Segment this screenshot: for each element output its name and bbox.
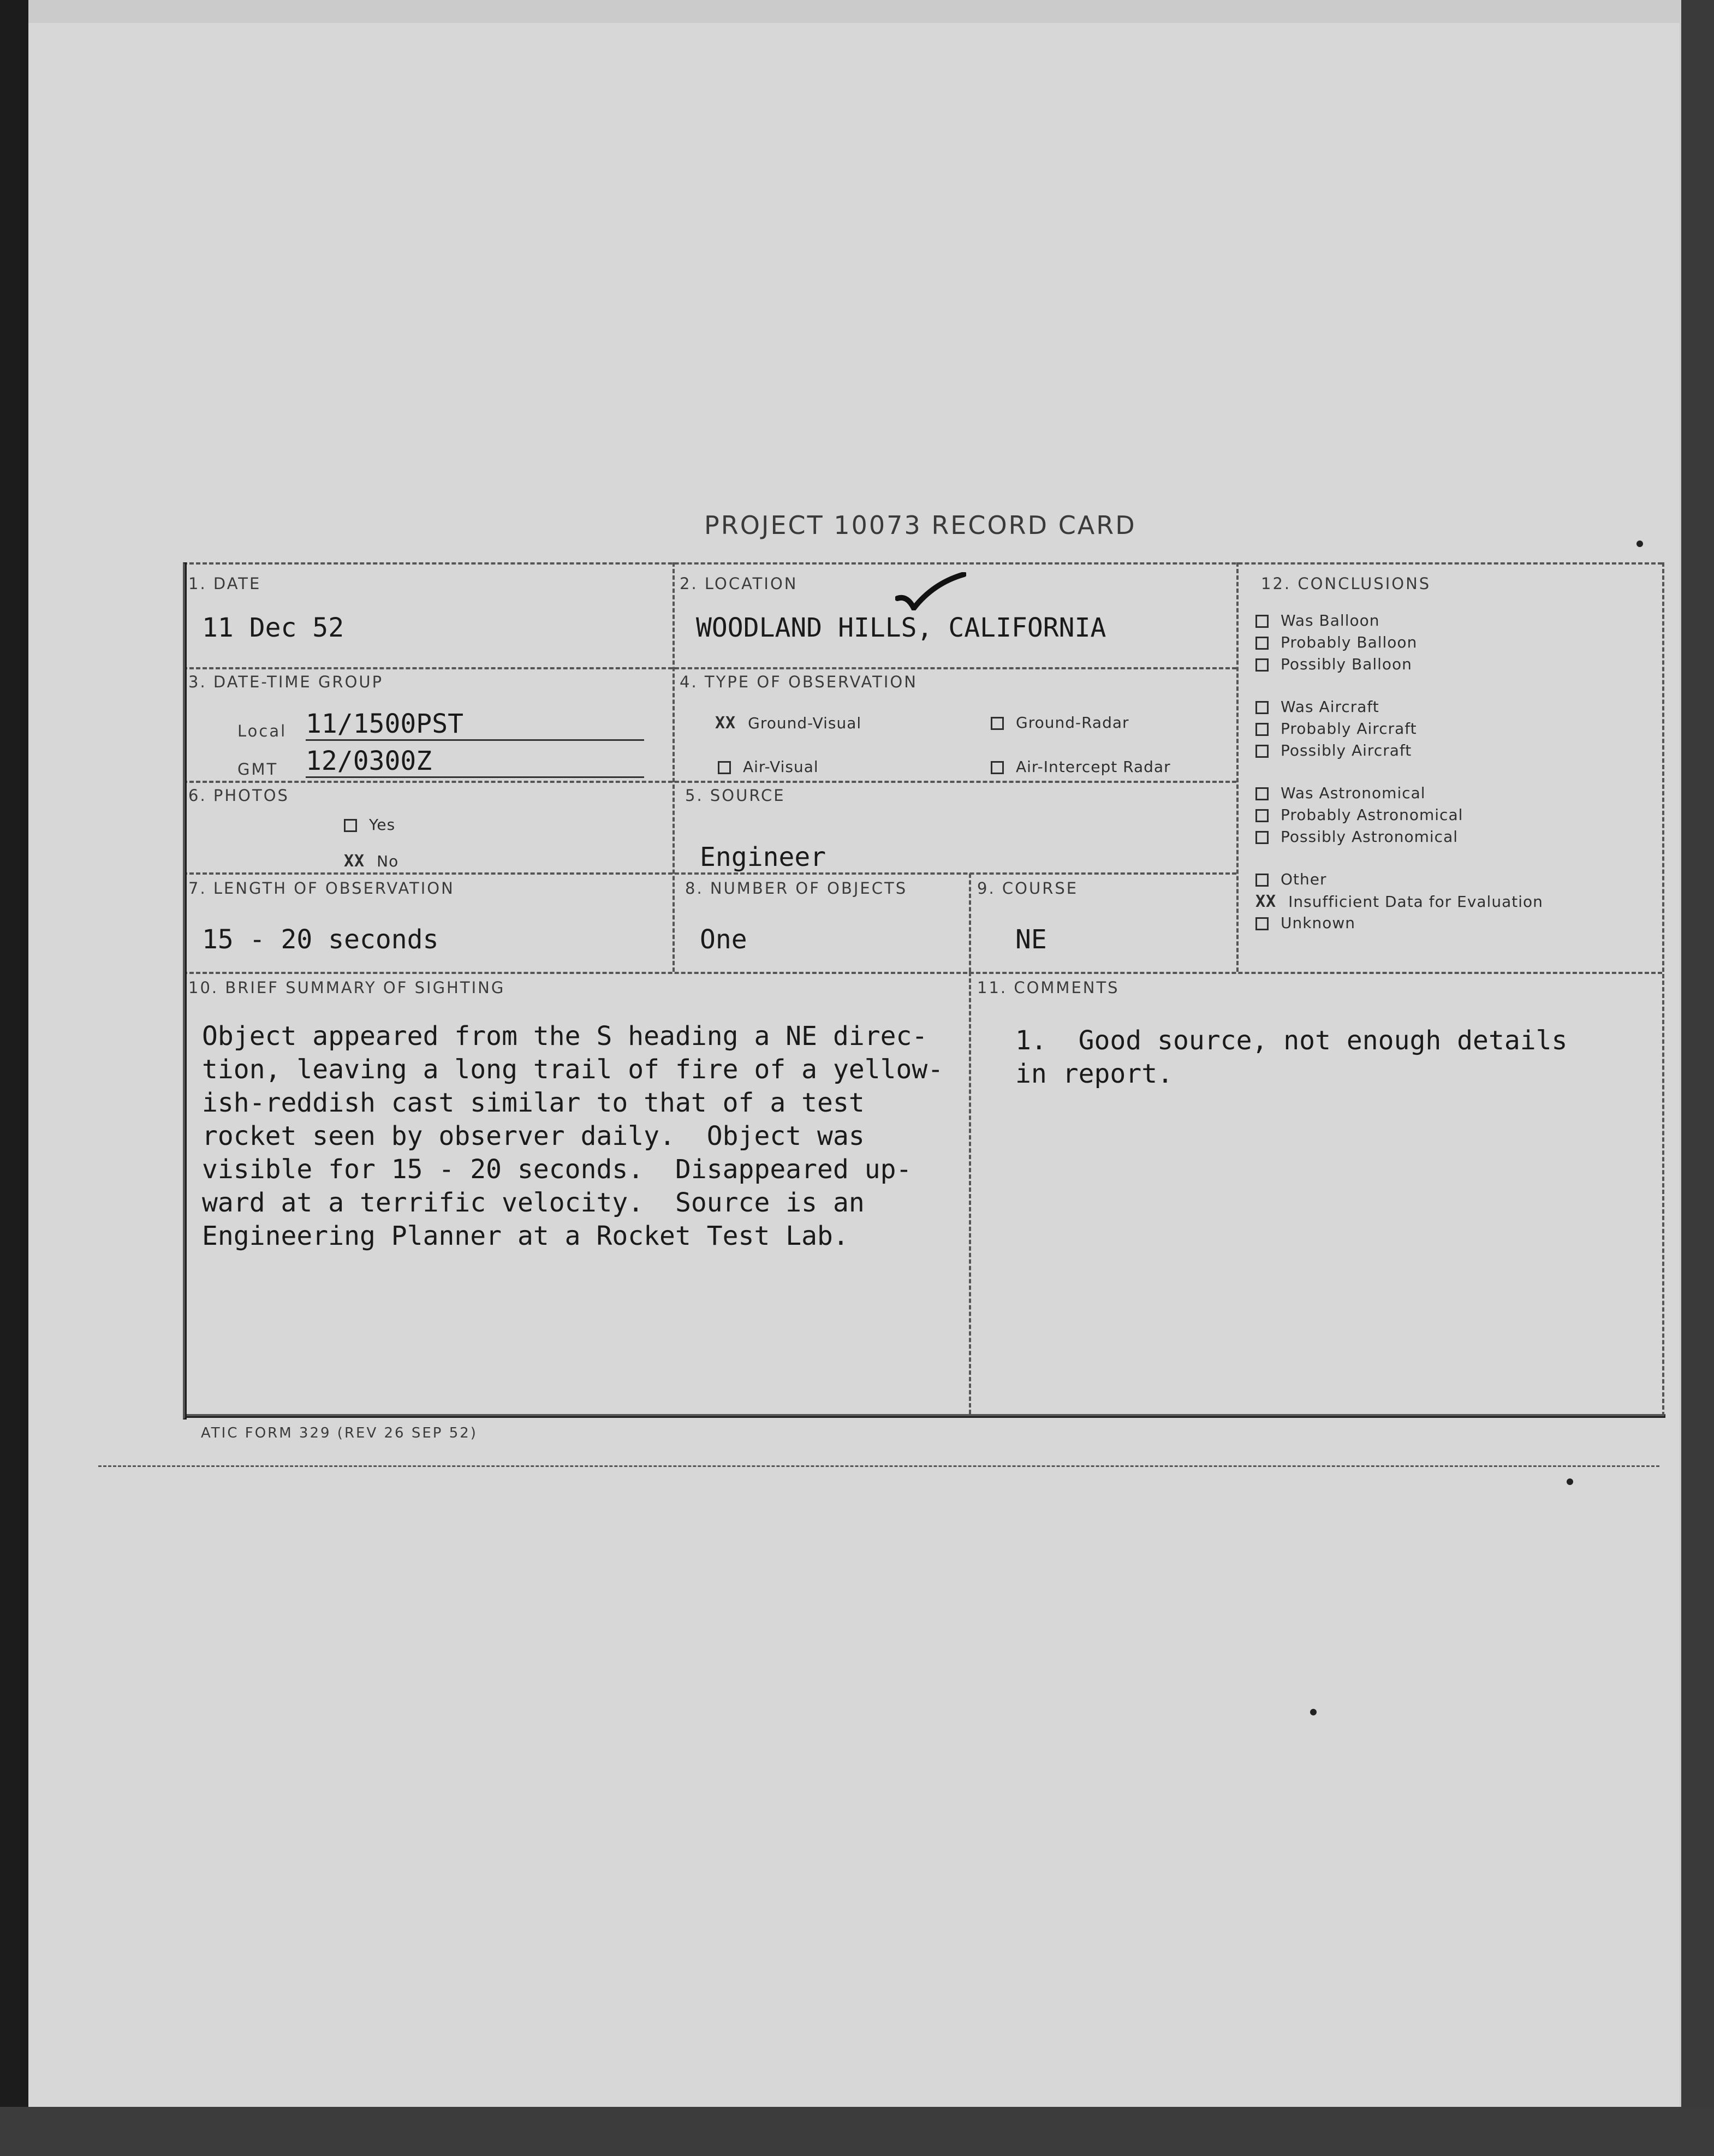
summary-line: Object appeared from the S heading a NE direc- xyxy=(202,1021,928,1052)
checkbox-empty xyxy=(1255,874,1269,887)
conclusion-option xyxy=(1255,806,1463,824)
course-value: NE xyxy=(1015,924,1047,955)
comment-line: 1. Good source, not enough details xyxy=(1015,1025,1568,1056)
scan-border-bottom xyxy=(0,2107,1714,2156)
checkbox-empty xyxy=(1255,745,1269,758)
card-top-rule xyxy=(183,562,1662,565)
comments-divider xyxy=(969,972,971,1414)
gmt-prefix: GMT xyxy=(237,760,278,779)
date-label: 1. DATE xyxy=(188,574,261,593)
row4-rule xyxy=(183,972,1662,974)
checked-mark: XX xyxy=(715,714,736,733)
option-air-intercept-radar xyxy=(991,758,1171,776)
checkbox-empty xyxy=(1255,701,1269,714)
conclusion-option xyxy=(1255,698,1379,716)
col2-divider xyxy=(969,874,971,972)
summary-line: rocket seen by observer daily. Object was xyxy=(202,1121,865,1151)
course-label: 9. COURSE xyxy=(977,879,1079,898)
col1-divider xyxy=(672,562,675,972)
conclusion-option xyxy=(1255,892,1543,911)
date-time-group-label: 3. DATE-TIME GROUP xyxy=(188,673,384,691)
option-ground-radar xyxy=(991,714,1129,732)
check-mark-icon xyxy=(895,572,966,610)
conclusion-option xyxy=(1255,870,1327,888)
conclusion-option-text: Insufficient Data for Evaluation xyxy=(1288,893,1543,911)
source-value: Engineer xyxy=(700,842,826,872)
card-title: PROJECT 10073 RECORD CARD xyxy=(704,510,1136,540)
checkbox-empty xyxy=(1255,615,1269,628)
checkbox-empty xyxy=(991,761,1004,774)
checkbox-empty xyxy=(1255,917,1269,930)
form-footer: ATIC FORM 329 (REV 26 SEP 52) xyxy=(201,1425,478,1441)
checked-mark: XX xyxy=(1255,892,1277,911)
card-left-rule xyxy=(183,562,187,1419)
conclusion-option xyxy=(1255,828,1458,846)
conclusion-option-text: Possibly Balloon xyxy=(1281,655,1412,673)
local-time-value xyxy=(306,709,644,741)
photos-yes xyxy=(344,816,395,834)
photos-yes-text: Yes xyxy=(369,816,396,834)
gmt-time-value xyxy=(306,746,644,778)
option-text: Ground-Radar xyxy=(1016,714,1129,732)
comments-text xyxy=(1015,1024,1567,1091)
local-prefix: Local xyxy=(237,722,287,740)
local-time-text: 11/1500PST xyxy=(306,709,644,741)
card-right-rule xyxy=(1662,562,1664,1416)
checkbox-empty xyxy=(1255,831,1269,844)
scan-border-left xyxy=(0,0,28,2156)
conclusion-option-text: Probably Aircraft xyxy=(1281,720,1417,738)
conclusion-option xyxy=(1255,720,1417,738)
checkbox-empty xyxy=(1255,723,1269,736)
option-ground-visual xyxy=(715,714,861,733)
conclusion-option-text: Possibly Aircraft xyxy=(1281,741,1412,759)
photos-no-text: No xyxy=(377,852,399,870)
conclusion-option xyxy=(1255,633,1417,651)
conclusion-option-text: Was Aircraft xyxy=(1281,698,1379,716)
checkbox-empty xyxy=(1255,809,1269,822)
option-text: Air-Intercept Radar xyxy=(1016,758,1171,776)
option-text: Ground-Visual xyxy=(748,714,862,732)
scan-border-right xyxy=(1681,0,1714,2156)
option-text: Air-Visual xyxy=(743,758,819,776)
gmt-time-text: 12/0300Z xyxy=(306,746,644,778)
photos-no xyxy=(344,852,398,871)
conclusions-divider xyxy=(1236,562,1239,972)
conclusion-option-text: Was Balloon xyxy=(1281,611,1380,629)
location-label: 2. LOCATION xyxy=(680,574,798,593)
scan-speck xyxy=(1310,1709,1317,1715)
summary-text xyxy=(202,1020,943,1253)
option-air-visual xyxy=(718,758,819,776)
conclusion-option xyxy=(1255,741,1412,759)
observation-type-label: 4. TYPE OF OBSERVATION xyxy=(680,673,918,691)
conclusion-option-text: Unknown xyxy=(1281,914,1355,932)
card-bottom-rule xyxy=(183,1414,1665,1418)
checkbox-empty xyxy=(1255,637,1269,650)
number-of-objects-value: One xyxy=(700,924,747,955)
conclusion-option-text: Probably Astronomical xyxy=(1281,806,1463,824)
summary-line: visible for 15 - 20 seconds. Disappeared up- xyxy=(202,1154,912,1185)
scan-speck xyxy=(1636,541,1643,547)
comments-label: 11. COMMENTS xyxy=(977,978,1120,997)
summary-line: ish-reddish cast similar to that of a test xyxy=(202,1088,865,1118)
checkbox-empty xyxy=(991,717,1004,730)
conclusion-option-text: Other xyxy=(1281,870,1327,888)
row3-rule xyxy=(183,872,1236,875)
checked-mark: XX xyxy=(344,852,365,871)
summary-label: 10. BRIEF SUMMARY OF SIGHTING xyxy=(188,978,505,997)
conclusion-option-text: Probably Balloon xyxy=(1281,633,1418,651)
conclusion-option xyxy=(1255,784,1426,802)
page-fold-rule xyxy=(98,1465,1659,1467)
conclusion-option-text: Was Astronomical xyxy=(1281,784,1426,802)
conclusion-option xyxy=(1255,611,1379,629)
date-value: 11 Dec 52 xyxy=(202,613,344,643)
scan-speck xyxy=(1567,1478,1573,1485)
source-label: 5. SOURCE xyxy=(685,786,785,805)
length-label: 7. LENGTH OF OBSERVATION xyxy=(188,879,455,898)
checkbox-empty xyxy=(718,761,731,774)
summary-line: ward at a terrific velocity. Source is an xyxy=(202,1187,865,1218)
row1-rule xyxy=(183,667,1236,669)
summary-line: tion, leaving a long trail of fire of a yellow- xyxy=(202,1054,944,1085)
checkbox-empty xyxy=(1255,787,1269,800)
comment-line: in report. xyxy=(1015,1059,1173,1089)
checkbox-empty xyxy=(344,819,357,832)
conclusion-option xyxy=(1255,655,1412,673)
summary-line: Engineering Planner at a Rocket Test Lab. xyxy=(202,1221,849,1251)
location-value: WOODLAND HILLS, CALIFORNIA xyxy=(696,613,1106,643)
number-of-objects-label: 8. NUMBER OF OBJECTS xyxy=(685,879,908,898)
length-value: 15 - 20 seconds xyxy=(202,924,439,955)
photos-label: 6. PHOTOS xyxy=(188,786,289,805)
conclusion-option-text: Possibly Astronomical xyxy=(1281,828,1459,846)
checkbox-empty xyxy=(1255,658,1269,672)
row2-rule xyxy=(183,781,1236,783)
conclusions-label: 12. CONCLUSIONS xyxy=(1261,574,1431,593)
conclusion-option xyxy=(1255,914,1355,932)
